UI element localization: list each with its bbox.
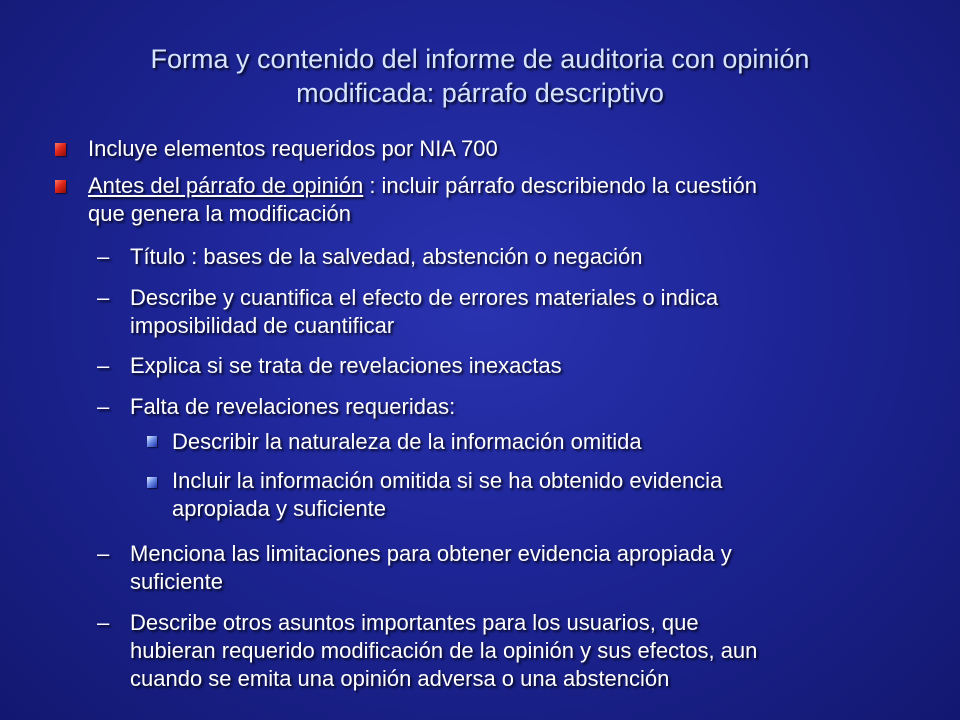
underlined-text: Antes del párrafo de opinión <box>88 173 364 198</box>
dash-marker: – <box>97 244 110 269</box>
dash-marker: – <box>97 353 110 378</box>
sub-item-line: Incluir la información omitida si se ha obtenido evidencia <box>172 468 723 493</box>
dash-item-line: suficiente <box>130 569 223 594</box>
dash-item <box>130 352 890 380</box>
dash-item-line: Describe otros asuntos importantes para los usuarios, que <box>130 610 699 635</box>
bullet-item: Incluye elementos requeridos por NIA 700 <box>88 136 498 161</box>
dash-item <box>130 393 890 421</box>
dash-marker: – <box>97 610 110 635</box>
slide-title-line-1: Forma y contenido del informe de auditoria con opinión <box>150 44 810 74</box>
sub-item-line: apropiada y suficiente <box>172 496 387 521</box>
blue-square-bullet-icon <box>147 436 157 447</box>
dash-item <box>130 540 890 596</box>
dash-item <box>130 609 890 693</box>
dash-item-line: hubieran requerido modificación de la opinión y sus efectos, aun <box>130 638 758 663</box>
red-square-bullet-icon <box>55 143 66 156</box>
bullet-item <box>88 172 918 228</box>
sub-item <box>172 428 892 456</box>
sub-item-line: Describir la naturaleza de la información omitida <box>172 429 642 454</box>
sub-item <box>172 467 892 523</box>
dash-marker: – <box>97 285 110 310</box>
dash-item-line: cuando se emita una opinión adversa o una abstención <box>130 666 670 691</box>
bullet-text-line-2: que genera la modificación <box>88 201 351 226</box>
dash-item-line: Explica si se trata de revelaciones inexactas <box>130 353 562 378</box>
dash-item <box>130 284 890 340</box>
dash-item-line: Título : bases de la salvedad, abstención o negación <box>130 244 643 269</box>
bullet-text: : incluir párrafo describiendo la cuestión <box>363 173 757 198</box>
red-square-bullet-icon <box>55 180 66 193</box>
dash-marker: – <box>97 541 110 566</box>
dash-item-line: imposibilidad de cuantificar <box>130 313 395 338</box>
dash-item-line: Falta de revelaciones requeridas: <box>130 394 456 419</box>
blue-square-bullet-icon <box>147 477 157 488</box>
dash-item-line: Menciona las limitaciones para obtener evidencia apropiada y <box>130 541 732 566</box>
slide-title <box>60 42 900 110</box>
dash-marker: – <box>97 394 110 419</box>
dash-item <box>130 243 890 271</box>
dash-item-line: Describe y cuantifica el efecto de errores materiales o indica <box>130 285 719 310</box>
slide-title-line-2: modificada: párrafo descriptivo <box>296 78 664 108</box>
